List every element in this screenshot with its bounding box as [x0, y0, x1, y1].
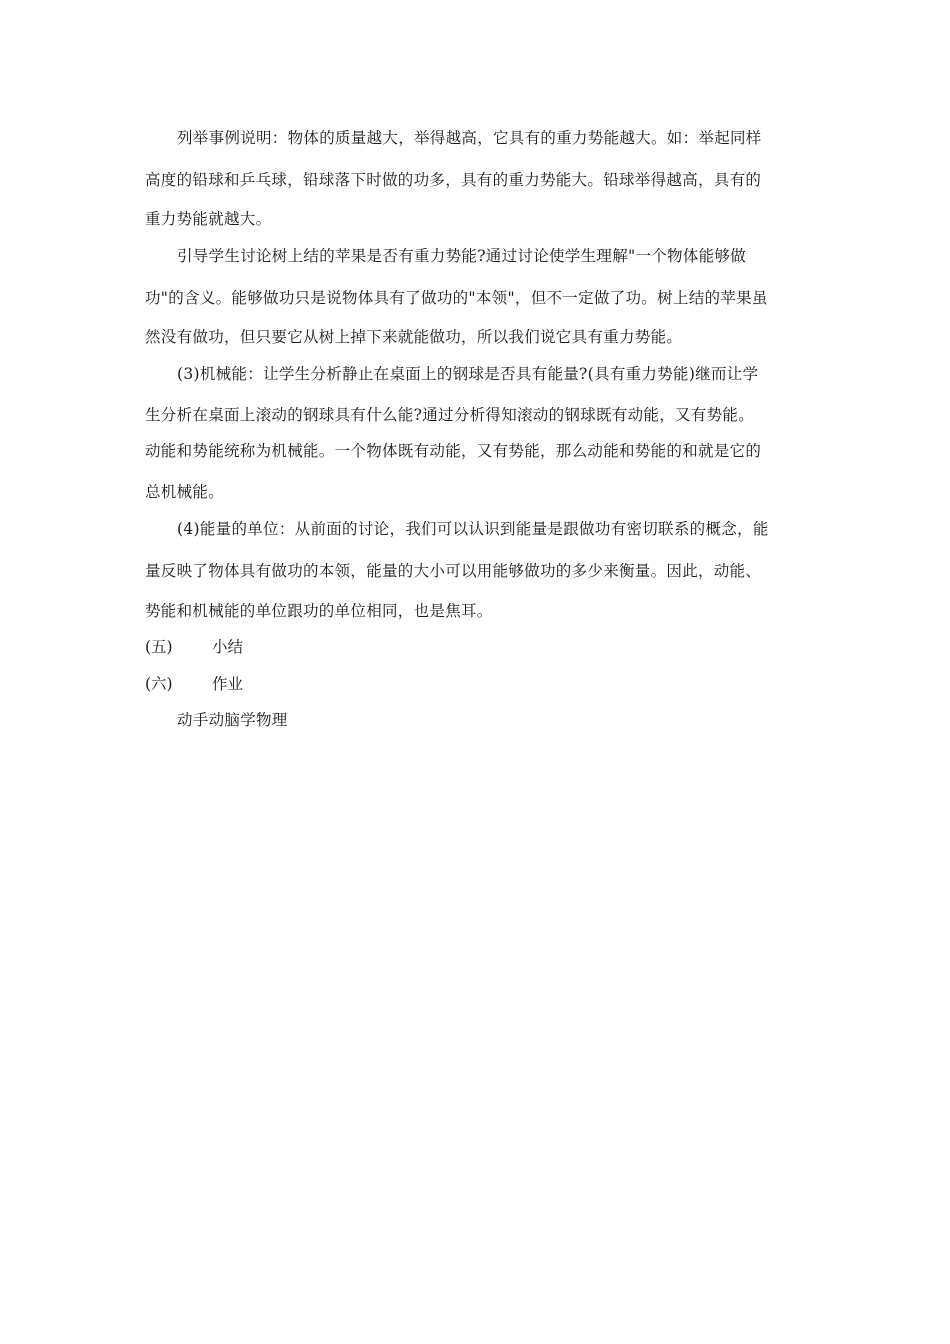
paragraph-line: 势能和机械能的单位跟功的单位相同，也是焦耳。: [145, 602, 493, 620]
paragraph-line: 高度的铅球和乒乓球，铅球落下时做的功多，具有的重力势能大。铅球举得越高，具有的: [145, 171, 762, 189]
paragraph-line: 总机械能。: [145, 483, 225, 501]
paragraph-line: 量反映了物体具有做功的本领，能量的大小可以用能够做功的多少来衡量。因此，动能、: [145, 562, 762, 580]
closing-line: 动手动脑学物理: [177, 711, 288, 729]
paragraph-line: (4)能量的单位：从前面的讨论，我们可以认识到能量是跟做功有密切联系的概念，能: [177, 520, 769, 538]
paragraph-line: 列举事例说明：物体的质量越大，举得越高，它具有的重力势能越大。如：举起同样: [177, 129, 762, 147]
paragraph-line: 动能和势能统称为机械能。一个物体既有动能，又有势能，那么动能和势能的和就是它的: [145, 442, 762, 460]
paragraph-line: (3)机械能：让学生分析静止在桌面上的钢球是否具有能量?(具有重力势能)继而让学: [177, 365, 759, 383]
paragraph-line: 引导学生讨论树上结的苹果是否有重力势能?通过讨论使学生理解"一个物体能够做: [177, 247, 747, 265]
section-marker: (六): [145, 675, 173, 693]
paragraph-line: 重力势能就越大。: [145, 210, 272, 228]
paragraph-line: 功"的含义。能够做功只是说物体具有了做功的"本领"，但不一定做了功。树上结的苹果虽: [145, 289, 768, 307]
section-title: 作业: [212, 675, 244, 693]
section-title: 小结: [212, 638, 244, 656]
paragraph-line: 生分析在桌面上滚动的钢球具有什么能?通过分析得知滚动的钢球既有动能，又有势能。: [145, 406, 755, 424]
paragraph-line: 然没有做功，但只要它从树上掉下来就能做功，所以我们说它具有重力势能。: [145, 328, 683, 346]
section-marker: (五): [145, 638, 173, 656]
